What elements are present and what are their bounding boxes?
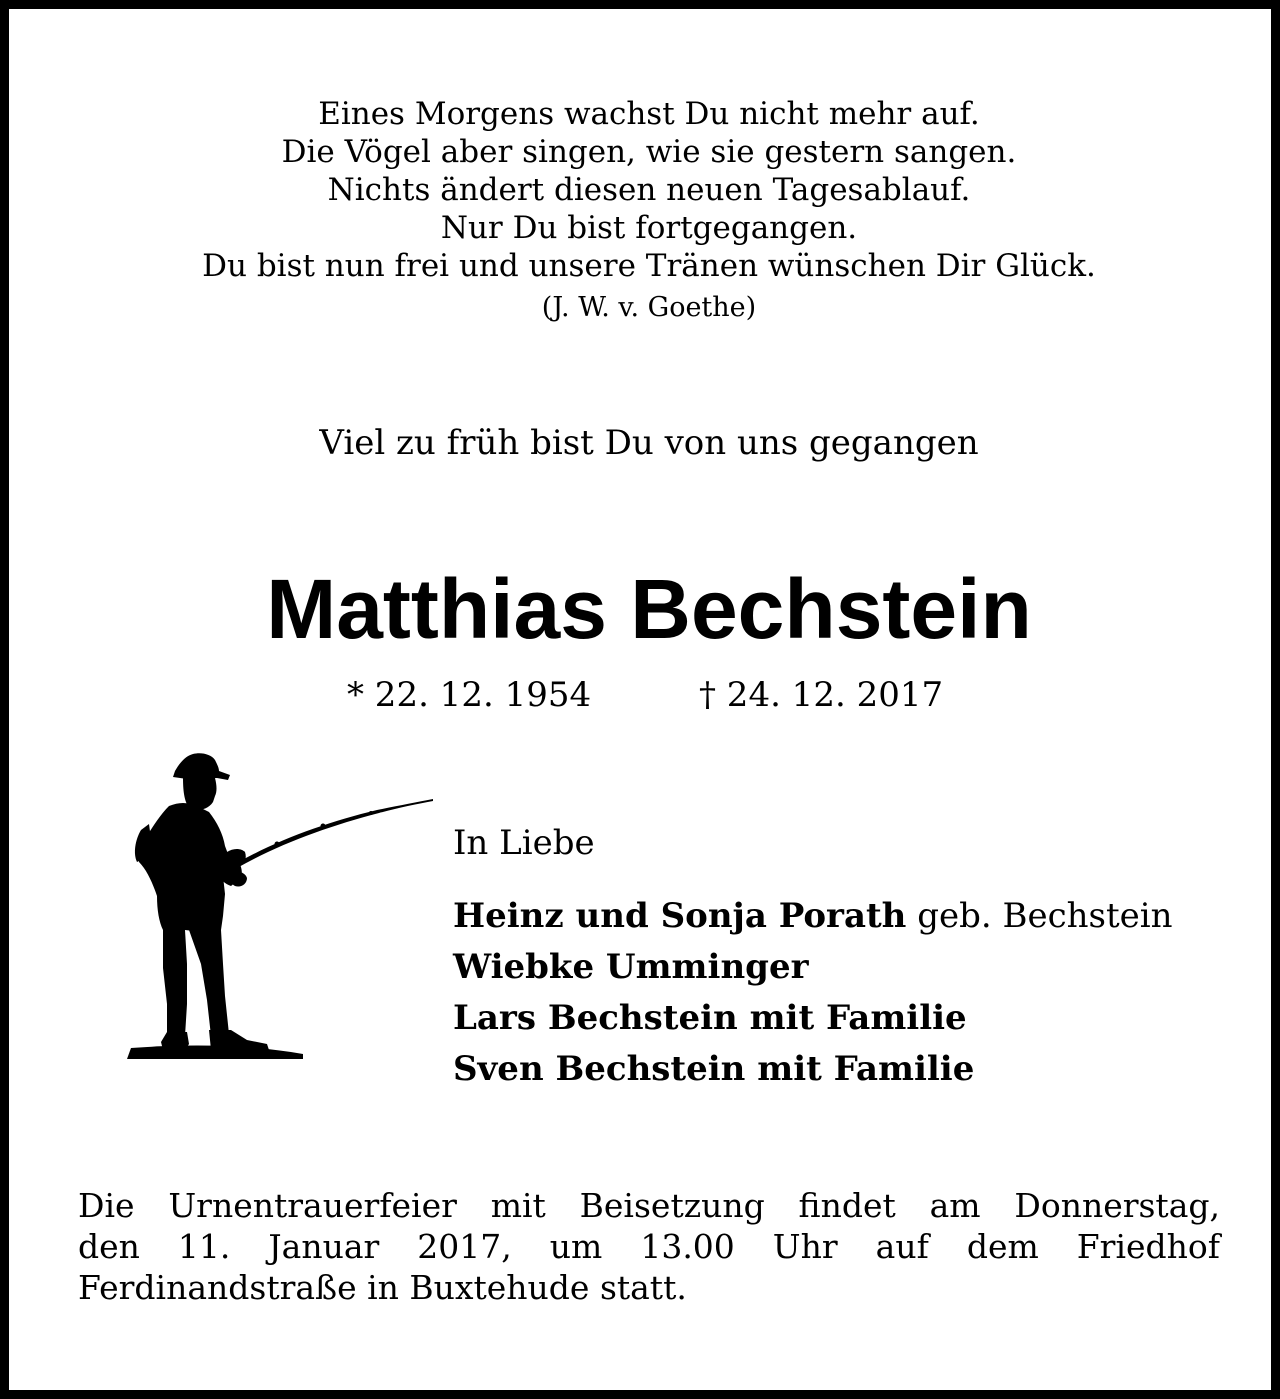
death-date: † 24. 12. 2017 <box>699 675 944 715</box>
mourner-name: Sven Bechstein mit Familie <box>453 1049 975 1089</box>
poem <box>9 95 1280 327</box>
poem-author: (J. W. v. Goethe) <box>541 292 757 323</box>
mourner-item <box>453 942 1173 993</box>
ceremony-line: den 11. Januar 2017, um 13.00 Uhr auf dem Friedhof <box>78 1227 1220 1266</box>
birth-date: * 22. 12. 1954 <box>347 675 592 715</box>
mourner-item <box>453 1044 1173 1095</box>
mourner-name: Wiebke Umminger <box>453 947 809 987</box>
mourner-suffix: geb. Bechstein <box>906 896 1173 936</box>
deceased-name: Matthias Bechstein <box>266 562 1032 656</box>
poem-line: Nichts ändert diesen neuen Tagesablauf. <box>327 172 971 208</box>
mourner-item <box>453 993 1173 1044</box>
poem-line: Eines Morgens wachst Du nicht mehr auf. <box>318 96 980 132</box>
mourner-item <box>453 891 1173 942</box>
poem-line: Du bist nun frei und unsere Tränen wünschen Dir Glück. <box>202 248 1096 284</box>
ceremony-info <box>78 1185 1220 1308</box>
headline: Viel zu früh bist Du von uns gegangen <box>319 423 979 463</box>
mourner-name: Heinz und Sonja Porath <box>453 896 907 936</box>
ceremony-line: Ferdinandstraße in Buxtehude statt. <box>78 1268 687 1307</box>
fisherman-silhouette-icon <box>127 744 437 1059</box>
poem-line: Nur Du bist fortgegangen. <box>440 210 858 246</box>
mourners-list <box>453 891 1173 1095</box>
poem-line: Die Vögel aber singen, wie sie gestern sangen. <box>281 134 1017 170</box>
mourner-name: Lars Bechstein mit Familie <box>453 998 967 1038</box>
ceremony-line: Die Urnentrauerfeier mit Beisetzung findet am Donnerstag, <box>78 1186 1220 1225</box>
in-love-label: In Liebe <box>453 823 595 863</box>
